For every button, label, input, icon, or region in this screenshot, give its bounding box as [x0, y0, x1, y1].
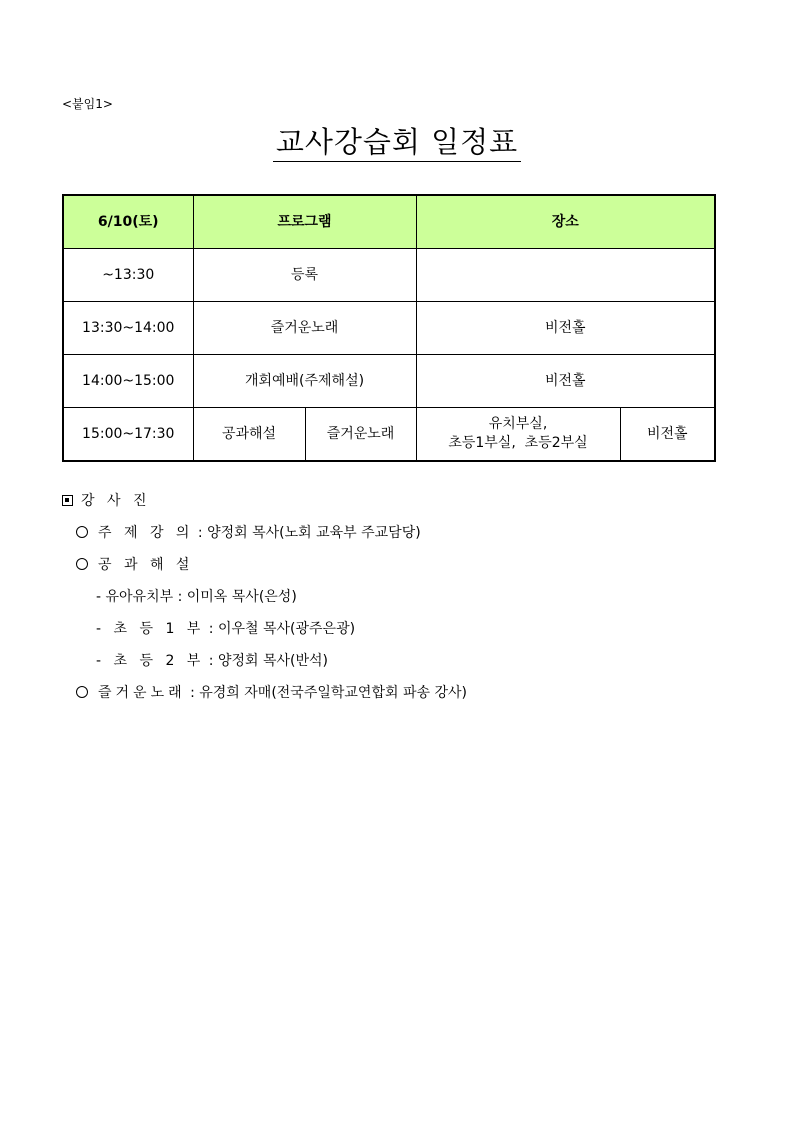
page-title-wrap — [0, 124, 794, 162]
attachment-label: <붙임1> — [62, 97, 113, 111]
lecturer-label: - 초 등 1 부 — [96, 621, 205, 637]
header-date: 6/10(토) — [63, 195, 193, 249]
row-program: 개회예배(주제해설) — [193, 355, 416, 408]
row-time: ~13:30 — [63, 249, 193, 302]
row-time: 14:00~15:00 — [63, 355, 193, 408]
circle-bullet-icon — [76, 526, 88, 538]
lecturer-value: : 유경희 자매(전국주일학교연합회 파송 강사) — [190, 685, 467, 701]
header-place: 장소 — [416, 195, 715, 249]
row-place-a — [416, 408, 620, 462]
lecturer-value: : 이우철 목사(광주은광) — [208, 621, 356, 637]
circle-bullet-icon — [76, 558, 88, 570]
row-place — [416, 249, 715, 302]
lecturer-item — [62, 522, 467, 554]
table-row — [63, 355, 715, 408]
lecturer-subitem — [62, 618, 467, 650]
lecturer-label: 즐거운노래 — [98, 685, 186, 701]
circle-bullet-icon — [76, 686, 88, 698]
lecturer-value: : 이미옥 목사(은성) — [177, 589, 297, 605]
lecturer-value: : 양정회 목사(노회 교육부 주교담당) — [197, 525, 421, 541]
lecturer-heading: 강 사 진 — [81, 493, 151, 509]
schedule-table — [62, 194, 716, 462]
header-program: 프로그램 — [193, 195, 416, 249]
lecturer-section — [62, 490, 467, 714]
lecturer-heading-row — [62, 490, 467, 522]
table-row — [63, 302, 715, 355]
row-place-a-line1: 유치부실, — [488, 416, 548, 432]
lecturer-label: - 초 등 2 부 — [96, 653, 205, 669]
row-place: 비전홀 — [416, 302, 715, 355]
row-program-a: 공과해설 — [193, 408, 305, 462]
lecturer-subitem — [62, 650, 467, 682]
row-time: 13:30~14:00 — [63, 302, 193, 355]
lecturer-label: 공 과 해 설 — [98, 557, 194, 573]
lecturer-label: 주 제 강 의 — [98, 525, 194, 541]
lecturer-item — [62, 682, 467, 714]
row-program-b: 즐거운노래 — [305, 408, 416, 462]
row-place: 비전홀 — [416, 355, 715, 408]
row-time: 15:00~17:30 — [63, 408, 193, 462]
lecturer-label: - 유아유치부 — [96, 589, 174, 605]
lecturer-item — [62, 554, 467, 586]
row-program: 등록 — [193, 249, 416, 302]
page-title: 교사강습회 일정표 — [273, 124, 521, 162]
row-program: 즐거운노래 — [193, 302, 416, 355]
lecturer-value: : 양정회 목사(반석) — [208, 653, 329, 669]
row-place-a-line2: 초등1부실, 초등2부실 — [448, 435, 588, 451]
table-row — [63, 249, 715, 302]
table-row-split — [63, 408, 715, 462]
row-place-b: 비전홀 — [620, 408, 715, 462]
table-header-row — [63, 195, 715, 249]
checkbox-square-icon — [62, 495, 73, 506]
lecturer-subitem — [62, 586, 467, 618]
